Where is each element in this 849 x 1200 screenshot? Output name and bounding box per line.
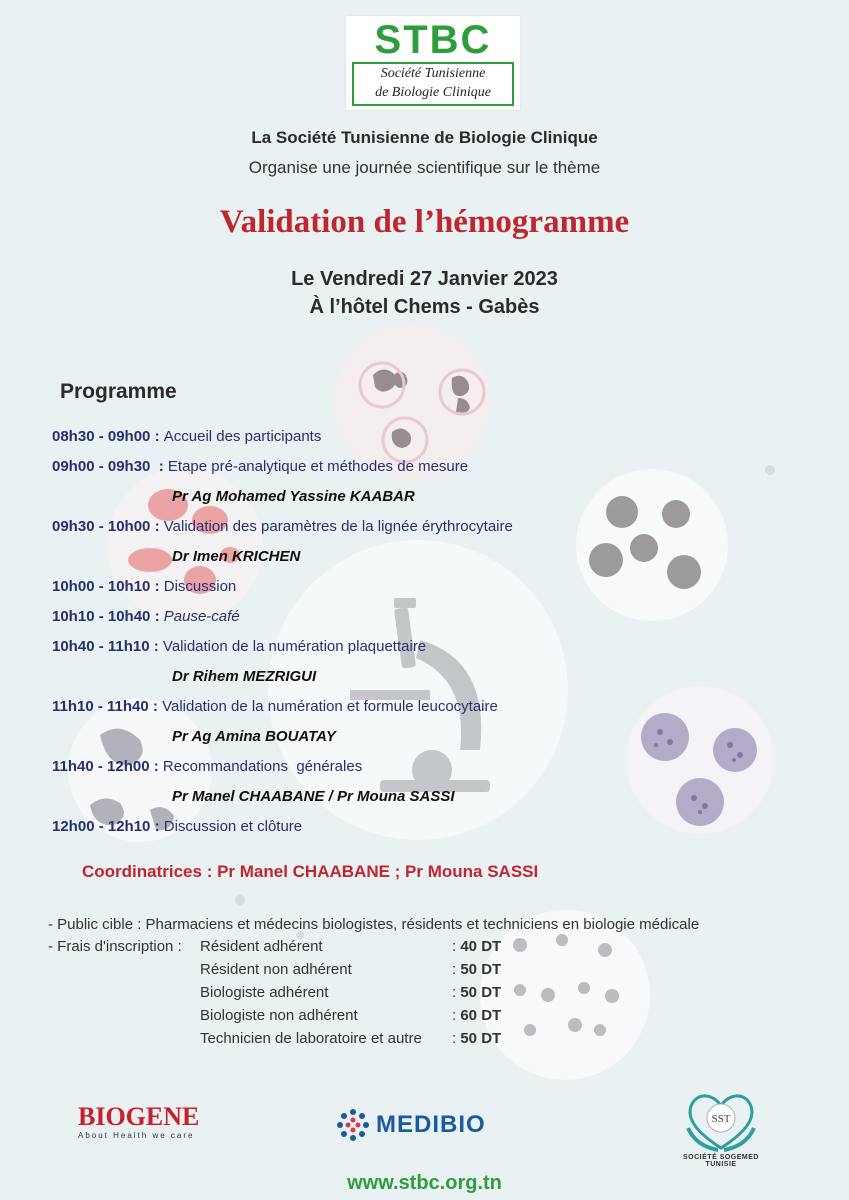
sst-name: SOCIÉTÉ SOGEMED TUNISIE bbox=[683, 1154, 759, 1168]
fee-price bbox=[452, 984, 501, 1001]
session-row bbox=[52, 578, 236, 595]
session-time: 09h30 - 10h00 bbox=[52, 518, 151, 535]
sst-badge: SST bbox=[711, 1113, 731, 1125]
event-venue: À l’hôtel Chems - Gabès bbox=[309, 296, 540, 318]
session-row bbox=[52, 698, 498, 715]
session-separator: : bbox=[150, 608, 164, 625]
fee-prefix: : bbox=[452, 1030, 461, 1047]
session-row bbox=[52, 818, 302, 835]
logo-line-1: Société Tunisienne bbox=[380, 66, 486, 81]
fee-price bbox=[452, 961, 501, 978]
session-speaker: Pr Ag Mohamed Yassine KAABAR bbox=[172, 488, 415, 505]
session-time: 10h40 - 11h10 bbox=[52, 638, 150, 655]
session-time: 12h00 - 12h10 bbox=[52, 818, 151, 835]
event-title: Validation de l’hémogramme bbox=[219, 204, 630, 240]
session-row bbox=[52, 638, 426, 655]
session-row bbox=[52, 608, 240, 625]
fee-amount: 60 DT bbox=[460, 1007, 502, 1024]
organization-subtitle: Organise une journée scientifique sur le thème bbox=[248, 158, 601, 177]
session-title: Accueil des participants bbox=[163, 428, 322, 445]
session-separator: : bbox=[150, 818, 164, 835]
session-row bbox=[52, 428, 321, 445]
session-separator: : bbox=[150, 428, 164, 445]
session-speaker: Dr Rihem MEZRIGUI bbox=[172, 668, 317, 685]
medibio-logo bbox=[336, 1108, 486, 1142]
biogene-tagline: About Health we care bbox=[78, 1131, 195, 1140]
event-date: Le Vendredi 27 Janvier 2023 bbox=[291, 268, 558, 290]
session-time: 08h30 - 09h00 bbox=[52, 428, 151, 445]
fee-prefix: : bbox=[452, 938, 461, 955]
session-speaker: Pr Manel CHAABANE / Pr Mouna SASSI bbox=[172, 788, 455, 805]
fee-prefix: : bbox=[452, 1007, 461, 1024]
fee-prefix: : bbox=[452, 984, 461, 1001]
session-separator: : bbox=[150, 518, 164, 535]
session-title: Etape pré-analytique et méthodes de mesure bbox=[167, 458, 469, 475]
biogene-name: BIOGENE bbox=[78, 1102, 200, 1131]
fee-category: Résident adhérent bbox=[200, 938, 323, 955]
logo-line-2: de Biologie Clinique bbox=[375, 85, 491, 100]
session-title: Validation des paramètres de la lignée érythrocytaire bbox=[163, 518, 513, 535]
session-time: 09h00 - 09h30 bbox=[52, 458, 151, 475]
fee-prefix: : bbox=[452, 961, 461, 978]
session-title: Validation de la numération plaquettaire bbox=[162, 638, 427, 655]
programme-heading: Programme bbox=[60, 380, 177, 403]
fee-category: Technicien de laboratoire et autre bbox=[200, 1030, 422, 1047]
fee-category: Résident non adhérent bbox=[200, 961, 352, 978]
session-row bbox=[52, 458, 468, 475]
session-separator: : bbox=[149, 758, 163, 775]
heart-hands-icon bbox=[668, 1088, 774, 1154]
logo-subtitle-box bbox=[352, 62, 514, 106]
fee-category: Biologiste non adhérent bbox=[200, 1007, 358, 1024]
session-speaker: Pr Ag Amina BOUATAY bbox=[172, 728, 336, 745]
session-separator: : bbox=[148, 698, 163, 715]
stbc-logo bbox=[346, 16, 520, 110]
session-separator: : bbox=[150, 458, 168, 475]
fee-amount: 40 DT bbox=[460, 938, 502, 955]
session-separator: : bbox=[149, 638, 163, 655]
sst-logo bbox=[668, 1088, 774, 1166]
session-row bbox=[52, 758, 362, 775]
logo-title: STBC bbox=[374, 18, 492, 62]
target-audience: - Public cible : Pharmaciens et médecins biologistes, résidents et techniciens en biologie médicale bbox=[48, 916, 700, 933]
session-title: Discussion bbox=[163, 578, 237, 595]
session-separator: : bbox=[150, 578, 164, 595]
medibio-name: MEDIBIO bbox=[376, 1111, 486, 1138]
website-link[interactable]: www.stbc.org.tn bbox=[347, 1172, 502, 1194]
session-speaker: Dr Imen KRICHEN bbox=[172, 548, 301, 565]
fee-price bbox=[452, 1030, 501, 1047]
fee-price bbox=[452, 938, 501, 955]
coordinators: Coordinatrices : Pr Manel CHAABANE ; Pr Mouna SASSI bbox=[82, 862, 539, 881]
fee-price bbox=[452, 1007, 501, 1024]
session-time: 10h10 - 10h40 bbox=[52, 608, 151, 625]
session-time: 11h40 - 12h00 bbox=[52, 758, 150, 775]
fee-amount: 50 DT bbox=[460, 984, 502, 1001]
session-title: Validation de la numération et formule leucocytaire bbox=[162, 698, 498, 715]
session-time: 10h00 - 10h10 bbox=[52, 578, 151, 595]
fee-category: Biologiste adhérent bbox=[200, 984, 329, 1001]
fee-amount: 50 DT bbox=[460, 961, 502, 978]
organization-name: La Société Tunisienne de Biologie Clinique bbox=[251, 128, 598, 147]
session-row bbox=[52, 518, 513, 535]
biogene-logo bbox=[78, 1104, 199, 1140]
session-title: Pause-café bbox=[163, 608, 240, 625]
session-time: 11h10 - 11h40 bbox=[52, 698, 149, 715]
fee-amount: 50 DT bbox=[460, 1030, 502, 1047]
session-title: Discussion et clôture bbox=[163, 818, 303, 835]
fees-label: - Frais d'inscription : bbox=[48, 938, 182, 955]
medibio-dots-icon bbox=[336, 1108, 370, 1142]
session-title: Recommandations générales bbox=[162, 758, 363, 775]
